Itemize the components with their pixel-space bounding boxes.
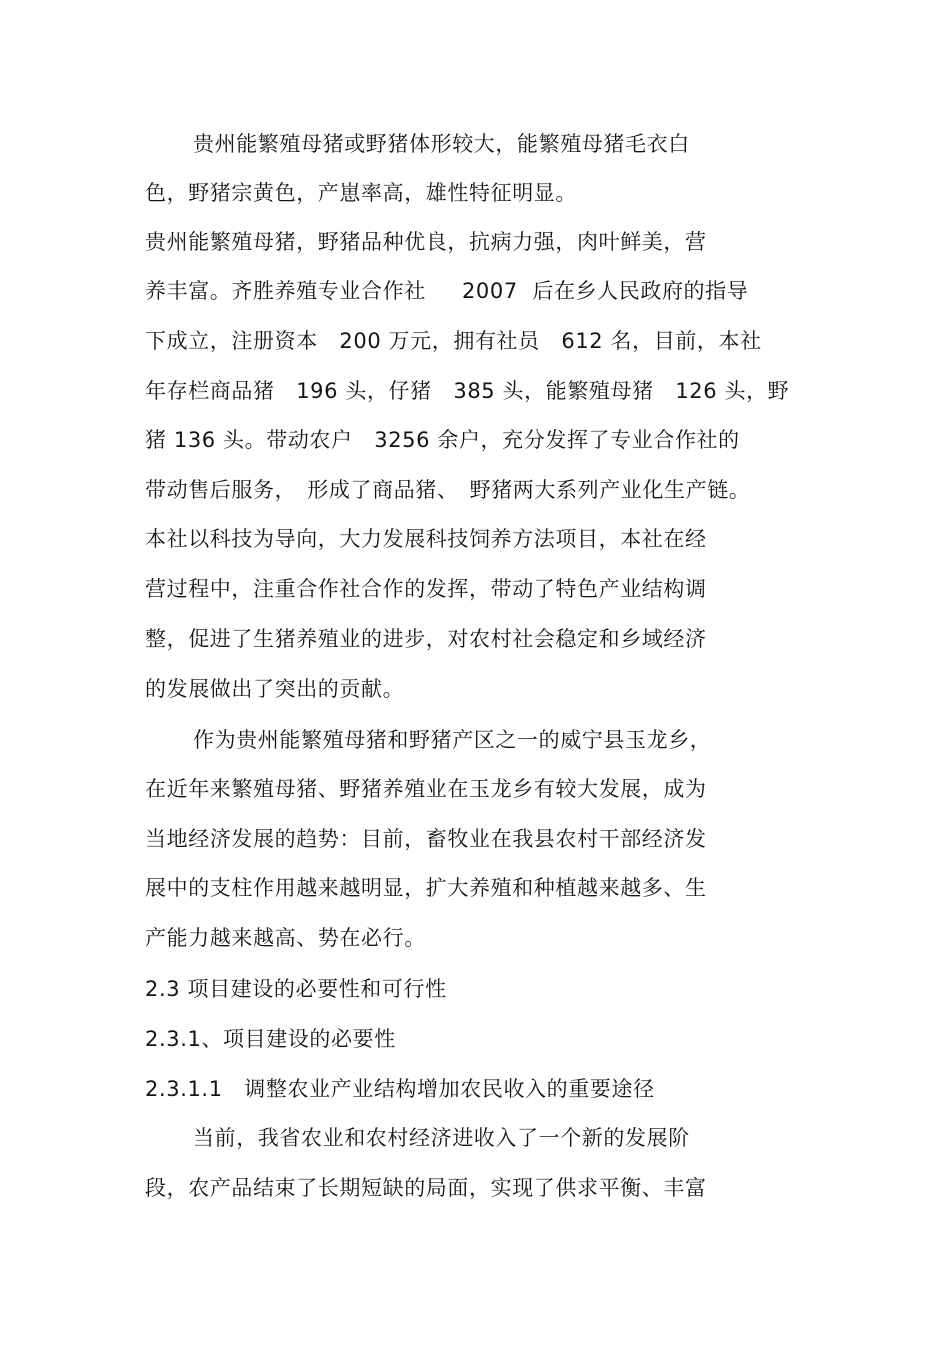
paragraph-line: 作为贵州能繁殖母猪和野猪产区之一的威宁县玉龙乡， — [193, 728, 712, 752]
section-heading: 2.3 项目建设的必要性和可行性 — [145, 977, 447, 1001]
paragraph-line: 整，促进了生猪养殖业的进步，对农村社会稳定和乡域经济 — [145, 627, 707, 651]
paragraph-line: 段，农产品结束了长期短缺的局面，实现了供求平衡、丰富 — [145, 1176, 707, 1200]
paragraph-line: 展中的支柱作用越来越明显，扩大养殖和种植越来越多、生 — [145, 876, 707, 900]
paragraph-line: 当地经济发展的趋势：目前，畜牧业在我县农村干部经济发 — [145, 827, 707, 851]
paragraph-line: 贵州能繁殖母猪或野猪体形较大，能繁殖母猪毛衣白 — [193, 132, 690, 156]
paragraph-line: 色，野猪宗黄色，产崽率高，雄性特征明显。 — [145, 181, 577, 205]
subsubsection-heading: 2.3.1.1 调整农业产业结构增加农民收入的重要途径 — [145, 1077, 655, 1101]
subsection-heading: 2.3.1、项目建设的必要性 — [145, 1027, 396, 1051]
paragraph-line: 猪 136 头。带动农户 3256 余户，充分发挥了专业合作社的 — [145, 428, 740, 452]
paragraph-line: 带动售后服务， 形成了商品猪、 野猪两大系列产业化生产链。 — [145, 478, 751, 502]
paragraph-line: 的发展做出了突出的贡献。 — [145, 677, 405, 701]
paragraph-line: 在近年来繁殖母猪、野猪养殖业在玉龙乡有较大发展，成为 — [145, 777, 707, 801]
paragraph-line: 当前，我省农业和农村经济进收入了一个新的发展阶 — [193, 1126, 690, 1150]
paragraph-line: 本社以科技为导向，大力发展科技饲养方法项目，本社在经 — [145, 527, 707, 551]
paragraph-line: 营过程中，注重合作社合作的发挥，带动了特色产业结构调 — [145, 577, 707, 601]
paragraph-line: 下成立，注册资本 200 万元，拥有社员 612 名，目前，本社 — [145, 329, 762, 353]
paragraph-line: 贵州能繁殖母猪，野猪品种优良，抗病力强，肉叶鲜美，营 — [145, 230, 707, 254]
paragraph-line: 年存栏商品猪 196 头，仔猪 385 头，能繁殖母猪 126 头，野 — [145, 379, 790, 403]
paragraph-line: 养丰富。齐胜养殖专业合作社 2007 后在乡人民政府的指导 — [145, 279, 749, 303]
paragraph-line: 产能力越来越高、势在必行。 — [145, 926, 426, 950]
